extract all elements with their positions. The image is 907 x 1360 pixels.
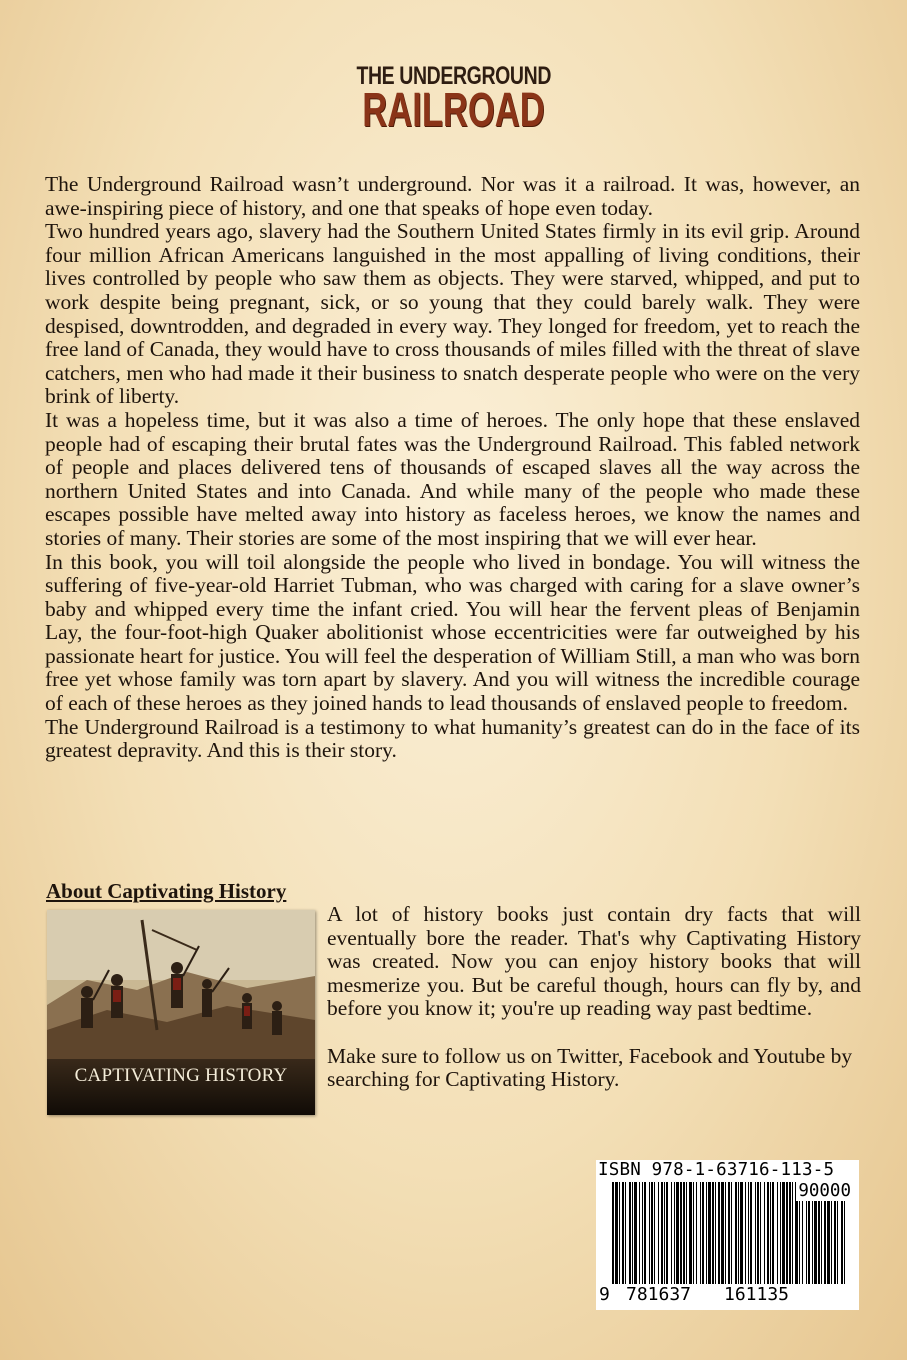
- barcode-bar: [689, 1182, 692, 1294]
- captivating-history-logo-image: [47, 910, 315, 1115]
- barcode-bar: [728, 1182, 730, 1294]
- barcode-bar: [666, 1182, 668, 1294]
- barcode-bar: [757, 1182, 759, 1294]
- barcode-bar: [718, 1182, 720, 1294]
- barcode-bar: [629, 1182, 631, 1294]
- barcode-bar: [661, 1182, 663, 1294]
- isbn-label: ISBN 978-1-63716-113-5: [598, 1160, 835, 1180]
- barcode-bar: [632, 1182, 633, 1294]
- barcode-bar: [654, 1182, 655, 1294]
- barcode-bar: [658, 1182, 659, 1294]
- barcode-bar: [748, 1182, 749, 1294]
- barcode-digit-group-1: 781637: [626, 1284, 692, 1305]
- barcode-bar: [738, 1182, 739, 1294]
- barcode-bar: [649, 1182, 650, 1294]
- barcode-bar: [693, 1182, 694, 1294]
- isbn-barcode: [596, 1160, 859, 1310]
- about-paragraph-2: Make sure to follow us on Twitter, Facebook and Youtube by searching for Captivating History.: [327, 1043, 853, 1092]
- barcode-bar: [634, 1182, 637, 1294]
- barcode-bar: [764, 1182, 765, 1294]
- barcode-bar: [780, 1182, 781, 1294]
- barcode-bar: [676, 1182, 679, 1294]
- barcode-bar: [671, 1182, 672, 1294]
- barcode-bar: [770, 1182, 771, 1294]
- description-paragraph-5: The Underground Railroad is a testimony to what humanity’s greatest can do in the face of its greatest depravity. And this is their story.: [45, 714, 860, 763]
- title-line-2: RAILROAD: [362, 84, 545, 137]
- description-paragraph-4: In this book, you will toil alongside the people who lived in bondage. You will witness the suffering of five-year-old Harriet Tubman, who was charged with caring for a slave owner’s baby and whipped every time the infant cried. You will hear the fervent pleas of Benjamin Lay, the four-foot-high Quaker abolitionist whose eccentricities were far outweighed by his passionate heart for justice. You will feel the desperation of William Still, a man who was born free yet whose family was torn apart by slavery. And you will witness the incredible courage of each of these heroes as they joined hands to lead thousands of enslaved people to freedom.: [45, 549, 860, 716]
- barcode-bar: [615, 1182, 618, 1294]
- barcode-bar: [619, 1182, 620, 1294]
- barcode-bar: [740, 1182, 743, 1294]
- description-paragraph-2: Two hundred years ago, slavery had the Southern United States firmly in its evil grip. Around four million African Americans languished in the most appalling of living conditions, their lives controlled by people who saw them as objects. They were starved, whipped, and put to work despite being pregnant, sick, or so young that they could barely walk. They were despised, downtrodden, and degraded in every way. They longed for freedom, yet to reach the free land of Canada, they would have to cross thousands of miles filled with the threat of slave catchers, men who had made it their business to snatch desperate people who were on the very brink of liberty.: [45, 219, 860, 409]
- barcode-bar: [755, 1182, 756, 1294]
- barcode-bar: [792, 1182, 793, 1294]
- barcode-bar: [708, 1182, 711, 1294]
- barcode-bar: [680, 1182, 682, 1294]
- barcode-bar: [712, 1182, 714, 1294]
- barcode-digit-first: 9: [599, 1284, 610, 1305]
- barcode-bar: [745, 1182, 746, 1294]
- barcode-bar: [642, 1182, 643, 1294]
- barcode-digits: [596, 1284, 859, 1310]
- barcode-bar: [625, 1182, 626, 1294]
- barcode-bar: [735, 1182, 737, 1294]
- barcode-bar: [706, 1182, 707, 1294]
- barcode-bar: [715, 1182, 716, 1294]
- barcode-bar: [639, 1182, 640, 1294]
- barcode-bar: [700, 1182, 701, 1294]
- about-paragraph-1: A lot of history books just contain dry facts that will eventually bore the reader. That's why Captivating History was created. Now you can enjoy history books that will mesmerize you. But be careful though, hours can fly by, and before you know it; you're up reading way past bedtime.: [327, 902, 861, 1021]
- barcode-bar: [760, 1182, 761, 1294]
- barcode-digit-group-2: 161135: [724, 1284, 790, 1305]
- barcode-bar: [767, 1182, 769, 1294]
- barcode-bar: [686, 1182, 687, 1294]
- barcode-bar: [786, 1182, 788, 1294]
- logo-caption: CAPTIVATING HISTORY: [74, 1065, 288, 1086]
- barcode-bar: [725, 1182, 726, 1294]
- description-paragraph-3: It was a hopeless time, but it was also a time of heroes. The only hope that these enslaved people had of escaping their brutal fates was the Underground Railroad. This fabled network of people and places delivered tens of thousands of escaped slaves all the way across the northern United States and into Canada. And while many of the people who made these escapes possible have melted away into history as faceless heroes, we know the names and stories of many. Their stories are some of the most inspiring that we will ever hear.: [45, 407, 860, 550]
- barcode-bar: [644, 1182, 646, 1294]
- barcode-bar: [721, 1182, 724, 1294]
- barcode-bar: [696, 1182, 697, 1294]
- title-line-1: THE UNDERGROUND: [356, 62, 551, 90]
- barcode-bar: [750, 1182, 752, 1294]
- barcode-bar: [651, 1182, 653, 1294]
- barcode-bar: [612, 1182, 614, 1294]
- barcode-bar: [664, 1182, 665, 1294]
- price-code: 90000: [798, 1181, 851, 1201]
- barcode-bar: [683, 1182, 685, 1294]
- barcode-bar: [772, 1182, 774, 1294]
- barcode-bar: [702, 1182, 704, 1294]
- about-text: [327, 903, 861, 1092]
- barcode-bar: [674, 1182, 675, 1294]
- barcode-bar: [622, 1182, 624, 1294]
- barcode-bar: [731, 1182, 732, 1294]
- barcode-bar: [782, 1182, 785, 1294]
- barcode-bar: [789, 1182, 791, 1294]
- barcode-bar: [777, 1182, 778, 1294]
- about-heading: About Captivating History: [46, 879, 287, 903]
- book-description: [45, 173, 860, 763]
- description-paragraph-1: The Underground Railroad wasn’t underground. Nor was it a railroad. It was, however, an awe-inspiring piece of history, and one that speaks of hope even today.: [45, 172, 860, 220]
- book-title: [0, 62, 907, 137]
